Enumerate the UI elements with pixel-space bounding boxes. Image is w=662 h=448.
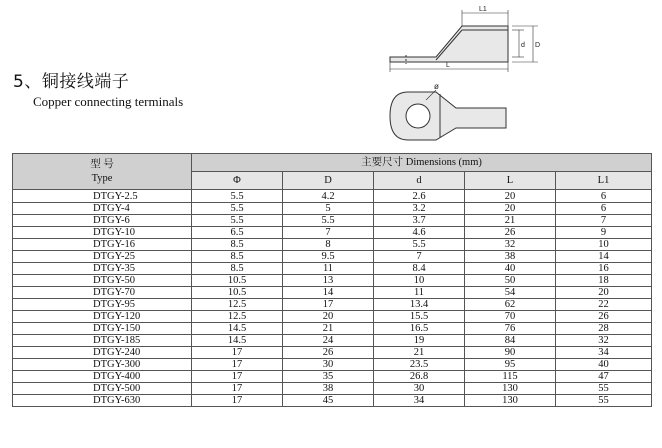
cell-type: DTGY-16: [13, 239, 192, 251]
cell-d: 16.5: [374, 323, 465, 335]
cell-d: 5.5: [283, 215, 374, 227]
cell-type: DTGY-150: [13, 323, 192, 335]
cell-l1: 14: [556, 251, 652, 263]
cell-type: DTGY-95: [13, 299, 192, 311]
label-l1: L1: [479, 6, 487, 13]
cell-d: 4.6: [374, 227, 465, 239]
label-L: L: [446, 62, 450, 69]
cell-d: 26: [283, 347, 374, 359]
table-row: [13, 383, 652, 395]
col-header-phi: Φ: [192, 172, 283, 190]
cell-phi: 17: [192, 371, 283, 383]
cell-phi: 12.5: [192, 299, 283, 311]
col-header-L1: L1: [556, 172, 652, 190]
section-subheading: Copper connecting terminals: [33, 94, 184, 109]
cell-d: 15.5: [374, 311, 465, 323]
cell-phi: 6.5: [192, 227, 283, 239]
cell-type: DTGY-630: [13, 395, 192, 407]
cell-l1: 55: [556, 383, 652, 395]
cell-l1: 10: [556, 239, 652, 251]
cell-d: 20: [283, 311, 374, 323]
table-row: [13, 215, 652, 227]
type-header: [13, 154, 192, 190]
cell-phi: 14.5: [192, 323, 283, 335]
table-row: [13, 323, 652, 335]
cell-type: DTGY-6: [13, 215, 192, 227]
cell-phi: 17: [192, 383, 283, 395]
table-row: [13, 239, 652, 251]
table-row: [13, 275, 652, 287]
cell-d: 13: [283, 275, 374, 287]
dimensions-header: 主要尺寸 Dimensions (mm): [192, 154, 652, 172]
cell-phi: 12.5: [192, 311, 283, 323]
cell-type: DTGY-70: [13, 287, 192, 299]
dimensions-table: [12, 153, 652, 407]
cell-l: 115: [465, 371, 556, 383]
cell-l1: 20: [556, 287, 652, 299]
cell-type: DTGY-240: [13, 347, 192, 359]
section-heading: 5、铜接线端子: [13, 72, 130, 92]
cell-d: 19: [374, 335, 465, 347]
top-view: [390, 90, 506, 140]
table-body: [13, 190, 652, 407]
table-row: [13, 347, 652, 359]
cell-d: 11: [374, 287, 465, 299]
cell-d: 30: [283, 359, 374, 371]
cell-d: 9.5: [283, 251, 374, 263]
cell-type: DTGY-35: [13, 263, 192, 275]
cell-type: DTGY-120: [13, 311, 192, 323]
table-row: [13, 311, 652, 323]
cell-type: DTGY-500: [13, 383, 192, 395]
cell-type: DTGY-400: [13, 371, 192, 383]
cell-l1: 55: [556, 395, 652, 407]
cell-l: 20: [465, 190, 556, 203]
cell-phi: 10.5: [192, 275, 283, 287]
cell-l: 20: [465, 203, 556, 215]
cell-d: 3.2: [374, 203, 465, 215]
table-row: [13, 395, 652, 407]
cell-type: DTGY-4: [13, 203, 192, 215]
cell-l1: 7: [556, 215, 652, 227]
cell-l: 70: [465, 311, 556, 323]
cell-l1: 32: [556, 335, 652, 347]
cell-l: 130: [465, 383, 556, 395]
table-row: [13, 203, 652, 215]
cell-l: 40: [465, 263, 556, 275]
cell-l1: 34: [556, 347, 652, 359]
cell-l1: 9: [556, 227, 652, 239]
cell-phi: 5.5: [192, 190, 283, 203]
cell-d: 11: [283, 263, 374, 275]
table-row: [13, 190, 652, 203]
cell-l: 84: [465, 335, 556, 347]
cell-phi: 5.5: [192, 203, 283, 215]
table-row: [13, 299, 652, 311]
col-header-D: D: [283, 172, 374, 190]
cell-d: 2.6: [374, 190, 465, 203]
cell-l1: 28: [556, 323, 652, 335]
cell-d: 7: [283, 227, 374, 239]
cell-type: DTGY-185: [13, 335, 192, 347]
cell-d: 5: [283, 203, 374, 215]
cell-d: 26.8: [374, 371, 465, 383]
cell-d: 5.5: [374, 239, 465, 251]
cell-d: 10: [374, 275, 465, 287]
cell-type: DTGY-2.5: [13, 190, 192, 203]
cell-l1: 26: [556, 311, 652, 323]
cell-phi: 5.5: [192, 215, 283, 227]
cell-l: 38: [465, 251, 556, 263]
terminal-diagram: [378, 0, 548, 150]
cell-d: 4.2: [283, 190, 374, 203]
label-phi: ø: [434, 82, 439, 91]
cell-d: 38: [283, 383, 374, 395]
cell-l1: 6: [556, 190, 652, 203]
cell-d: 14: [283, 287, 374, 299]
side-view: [390, 10, 541, 72]
cell-type: DTGY-10: [13, 227, 192, 239]
cell-l: 26: [465, 227, 556, 239]
cell-type: DTGY-25: [13, 251, 192, 263]
cell-d: 13.4: [374, 299, 465, 311]
cell-l: 21: [465, 215, 556, 227]
cell-d: 8: [283, 239, 374, 251]
cell-l: 50: [465, 275, 556, 287]
cell-d: 45: [283, 395, 374, 407]
cell-l1: 22: [556, 299, 652, 311]
cell-d: 23.5: [374, 359, 465, 371]
cell-phi: 17: [192, 347, 283, 359]
cell-l1: 18: [556, 275, 652, 287]
table-row: [13, 263, 652, 275]
cell-l1: 6: [556, 203, 652, 215]
col-header-d: d: [374, 172, 465, 190]
type-header-cn: 型 号: [90, 158, 114, 170]
cell-l: 62: [465, 299, 556, 311]
cell-l1: 40: [556, 359, 652, 371]
label-D: D: [535, 42, 541, 49]
cell-d: 8.4: [374, 263, 465, 275]
cell-phi: 8.5: [192, 251, 283, 263]
cell-phi: 8.5: [192, 239, 283, 251]
type-header-en: Type: [91, 172, 113, 184]
cell-phi: 17: [192, 359, 283, 371]
cell-d: 17: [283, 299, 374, 311]
cell-l1: 47: [556, 371, 652, 383]
col-header-L: L: [465, 172, 556, 190]
table-row: [13, 335, 652, 347]
cell-l: 76: [465, 323, 556, 335]
cell-type: DTGY-50: [13, 275, 192, 287]
cell-l1: 16: [556, 263, 652, 275]
table-row: [13, 359, 652, 371]
cell-d: 24: [283, 335, 374, 347]
table-row: [13, 251, 652, 263]
cell-phi: 17: [192, 395, 283, 407]
cell-phi: 8.5: [192, 263, 283, 275]
cell-phi: 10.5: [192, 287, 283, 299]
cell-d: 3.7: [374, 215, 465, 227]
label-d: d: [521, 42, 525, 49]
table-row: [13, 227, 652, 239]
table-row: [13, 287, 652, 299]
cell-l: 130: [465, 395, 556, 407]
cell-d: 30: [374, 383, 465, 395]
cell-l: 54: [465, 287, 556, 299]
cell-d: 21: [374, 347, 465, 359]
cell-l: 90: [465, 347, 556, 359]
table-row: [13, 371, 652, 383]
cell-d: 7: [374, 251, 465, 263]
cell-d: 21: [283, 323, 374, 335]
cell-d: 34: [374, 395, 465, 407]
cell-l: 32: [465, 239, 556, 251]
cell-d: 35: [283, 371, 374, 383]
cell-phi: 14.5: [192, 335, 283, 347]
cell-l: 95: [465, 359, 556, 371]
cell-type: DTGY-300: [13, 359, 192, 371]
